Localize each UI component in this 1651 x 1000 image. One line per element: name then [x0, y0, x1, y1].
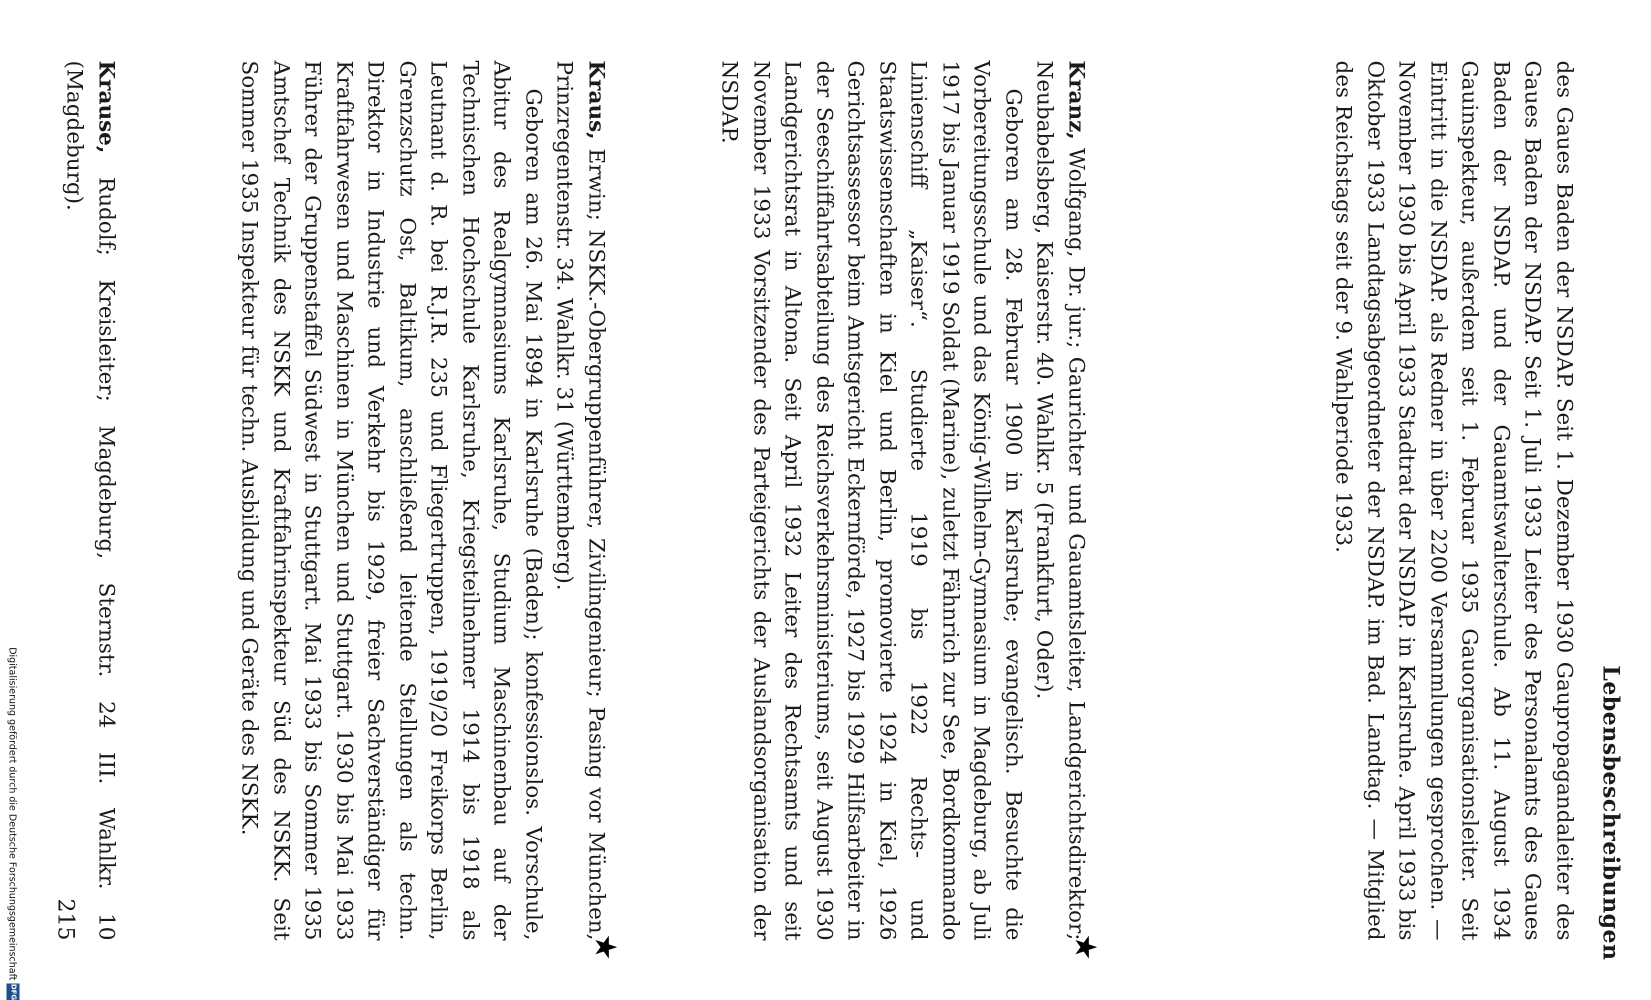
entry-body: Geboren am 26. Mai 1894 in Karlsruhe (Baden); konfessionslos. Vorschule, Abitur des Realgymnasiums Karlsruhe, Studium Maschinenbau auf der Technischen Hochschule Karlsruhe, Kriegsteilnehmer 1914 bis 1918 als Leutnant d. R. bei R.J.R. 235 und Fliegertruppen, 1919/20 Freikorps Berlin, Grenzschutz Ost, Baltikum, anschließend leitende Stellungen als techn. Direktor in Industrie und Verkehr bis 1929, freier Sachverständiger für Kraftfahrwesen und Maschinen in München und Stuttgart. 1930 bis Mai 1933 Führer der Gruppenstaffel Südwest in Stuttgart. Mai 1933 bis Sommer 1935 Amtschef Technik des NSKK und Kraftfahrinspekteur Süd des NSKK. Seit Sommer 1935 Inspekteur für techn. Ausbildung und Geräte des NSKK.: [236, 60, 545, 940]
page-header: [1583, 60, 1623, 960]
entry-intro: Erwin; NSKK.-Obergruppenführer, Zivilingenieur; Pasing vor München, Prinzregentenstr. 34. Wahlkr. 31 (Württemberg).: [551, 60, 608, 940]
entry-intro: Wolfgang, Dr. jur.; Gaurichter und Gauamtsleiter, Landgerichtsdirektor; Neubabelsberg, Kaiserstr. 40. Wahlkr. 5 (Frankfurt, Oder).: [1031, 60, 1088, 940]
entry-text: des Gaues Baden der NSDAP. Seit 1. Dezember 1930 Gaupropagandaleiter des Gaues Baden der NSDAP. Seit 1. Juli 1933 Leiter des Personalamts des Gaues Baden der NSDAP. und der Gauamtswalterschule. Ab 11. August 1934 Gauinspekteur, außerdem seit 1. Februar 1935 Gauorganisationsleiter. Seit Eintritt in die NSDAP. als Redner in über 2200 Versammlungen gesprochen. — November 1930 bis April 1933 Stadtrat der NSDAP. in Karlsruhe. April 1933 bis Oktober 1933 Landtagsabgeordneter der NSDAP. im Bad. Landtag. — Mitglied des Reichstags seit der 9. Wahlperiode 1933.: [1330, 60, 1576, 940]
page-number: 215: [52, 898, 77, 940]
credit-text: Digitalisierung gefördert durch die Deutsche Forschungsgemeinschaft: [6, 646, 17, 980]
entry-continuation: [1327, 60, 1579, 940]
entry-kraus: [233, 60, 611, 940]
star-icon: ★: [587, 933, 622, 960]
entry-name: Kranz,: [1063, 60, 1088, 140]
entry-heading: [1028, 60, 1091, 940]
dfg-logo-icon: DFG: [6, 983, 19, 1000]
entry-kranz: [713, 60, 1091, 940]
digitization-credit: [0, 0, 22, 1000]
entry-name: Kraus,: [583, 60, 608, 140]
entry-name: Krause,: [93, 60, 118, 153]
entry-body: Geboren am 28. Februar 1900 in Karlsruhe; evangelisch. Besuchte die Vorbereitungsschule und das König-Wilhelm-Gymnasium in Magdeburg, ab Juli 1917 bis Januar 1919 Soldat (Marine), zuletzt Fähnrich zur See, Bordkommando Linienschiff „Kaiser“. Studierte 1919 bis 1922 Rechts- und Staatswissenschaften in Kiel und Berlin, promovierte 1924 in Kiel, 1926 Gerichtsassessor beim Amtsgericht Eckernförde, 1927 bis 1929 Hilfsarbeiter in der Seeschiffahrtsabteilung des Reichsverkehrsministeriums, seit August 1930 Landgerichtsrat in Altona. Seit April 1932 Leiter des Rechtsamts und seit November 1933 Vorsitzender des Parteigerichts der Auslandsorganisation der NSDAP.: [716, 60, 1025, 940]
entry-krause: [58, 60, 121, 940]
page-title: Lebensbeschreibungen: [1597, 664, 1623, 960]
entry-intro: Rudolf; Kreisleiter; Magdeburg, Sternstr. 24 III. Wahlkr. 10 (Magdeburg).: [61, 60, 118, 940]
entry-heading: [548, 60, 611, 940]
star-icon: ★: [1067, 933, 1102, 960]
entry-heading: [58, 60, 121, 940]
